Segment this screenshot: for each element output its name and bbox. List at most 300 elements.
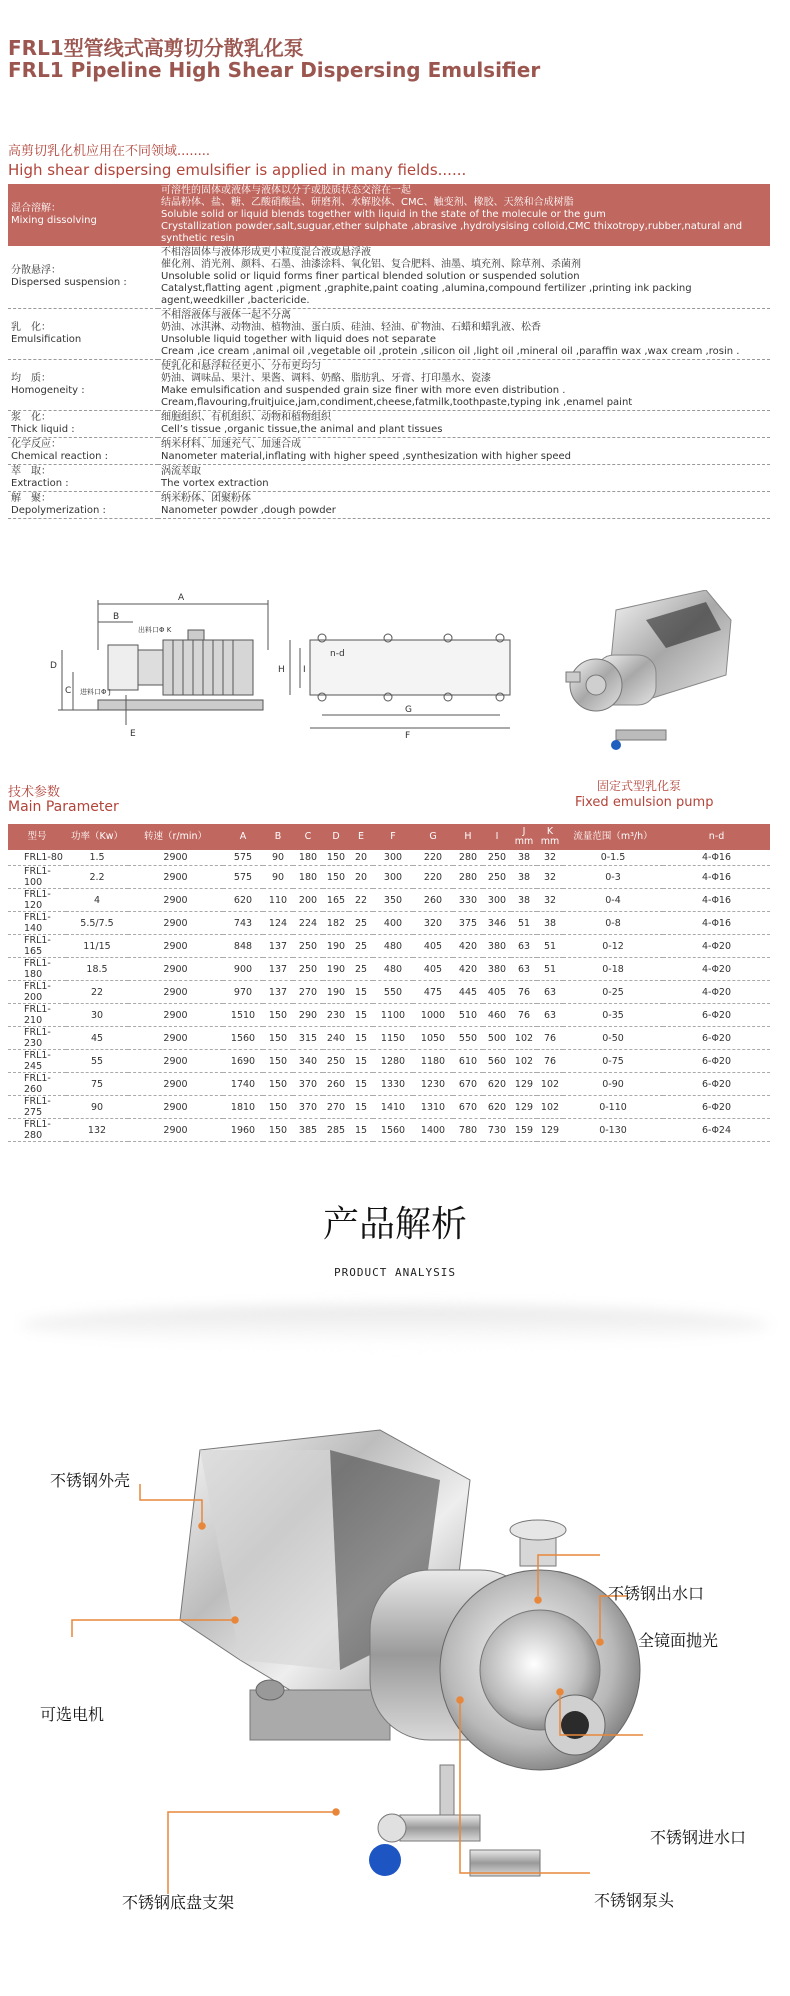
param-cell: 2900 [128, 866, 223, 889]
param-cell: 4-Φ16 [663, 866, 770, 889]
application-label [8, 411, 158, 438]
param-cell: 340 [293, 1050, 323, 1073]
application-description-line: Catalyst,flatting agent ,pigment ,graphite,paint coating ,alumina,compound fertilizer ,printing ink packing [161, 283, 692, 294]
param-cell: 730 [483, 1119, 511, 1142]
param-cell: 1810 [223, 1096, 263, 1119]
dim-c-label: C [65, 686, 72, 696]
param-cell: 90 [263, 866, 293, 889]
param-cell: 6-Φ20 [663, 1004, 770, 1027]
param-cell: 220 [413, 850, 453, 866]
param-cell: 90 [66, 1096, 128, 1119]
param-cell: 18.5 [66, 958, 128, 981]
page-title-en: FRL1 Pipeline High Shear Dispersing Emulsifier [8, 58, 541, 82]
application-row [8, 438, 770, 465]
parameters-heading-en: Main Parameter [8, 799, 119, 815]
param-cell: 1330 [373, 1073, 413, 1096]
application-description-line: Cream,flavouring,fruitjuice,jam,condiment,cheese,fatmilk,toothpaste,typing ink ,enamel paint [161, 397, 633, 408]
param-cell: FRL1-275 [8, 1096, 66, 1119]
application-row [8, 492, 770, 519]
param-cell: 320 [413, 912, 453, 935]
callout-head: 不锈钢泵头 [594, 1891, 675, 1910]
application-description-line: The vortex extraction [161, 478, 269, 489]
param-cell: 300 [373, 866, 413, 889]
param-cell: 102 [537, 1096, 563, 1119]
param-cell: 76 [537, 1027, 563, 1050]
application-description [158, 438, 770, 465]
param-cell: 4 [66, 889, 128, 912]
callout-housing: 不锈钢外壳 [50, 1471, 131, 1490]
param-cell: 4-Φ16 [663, 912, 770, 935]
param-cell: 110 [263, 889, 293, 912]
param-cell: FRL1-260 [8, 1073, 66, 1096]
param-cell: 380 [483, 935, 511, 958]
param-cell: 190 [323, 935, 349, 958]
param-cell: 250 [483, 850, 511, 866]
application-description-line: 催化剂、消光剂、颜料、石墨、油漆涂料、氧化铝、复合肥料、油墨、填充剂、除草剂、杀菌剂 [161, 259, 581, 270]
param-cell: 1180 [413, 1050, 453, 1073]
param-cell: 375 [453, 912, 483, 935]
application-label-en: Mixing dissolving [11, 215, 97, 226]
param-row [8, 1050, 770, 1073]
param-cell: 300 [483, 889, 511, 912]
param-cell: 2.2 [66, 866, 128, 889]
param-cell: 0-25 [563, 981, 663, 1004]
param-row [8, 1096, 770, 1119]
param-cell: 4-Φ20 [663, 958, 770, 981]
param-cell: 190 [323, 958, 349, 981]
param-cell: 2900 [128, 981, 223, 1004]
param-cell: 224 [293, 912, 323, 935]
application-description-line: Unsoluble liquid together with liquid does not separate [161, 334, 436, 345]
param-cell: 165 [323, 889, 349, 912]
param-cell: 4-Φ16 [663, 850, 770, 866]
param-cell: 610 [453, 1050, 483, 1073]
application-description-line: Cream ,ice cream ,animal oil ,vegetable oil ,protein ,silicon oil ,light oil ,mineral oil ,paraffin wax ,wax cream ,rosin . [161, 346, 740, 357]
param-cell: 2900 [128, 1096, 223, 1119]
param-cell: 150 [263, 1027, 293, 1050]
dim-h-label: H [278, 665, 285, 675]
application-label [8, 184, 158, 246]
param-cell: 510 [453, 1004, 483, 1027]
application-description-line: Unsoluble solid or liquid forms finer partical blended solution or suspended solution [161, 271, 580, 282]
param-cell: FRL1-80 [8, 850, 66, 866]
param-column-header: F [373, 824, 413, 850]
param-cell: 2900 [128, 1073, 223, 1096]
param-cell: 180 [293, 850, 323, 866]
param-cell: 420 [453, 935, 483, 958]
technical-drawings [8, 590, 770, 795]
application-label-cn: 均 质： [11, 373, 51, 384]
param-cell: 76 [537, 1050, 563, 1073]
param-cell: 38 [511, 850, 537, 866]
param-cell: 1280 [373, 1050, 413, 1073]
param-cell: FRL1-100 [8, 866, 66, 889]
param-cell: 0-1.5 [563, 850, 663, 866]
param-cell: 38 [511, 866, 537, 889]
param-cell: 1960 [223, 1119, 263, 1142]
param-cell: 385 [293, 1119, 323, 1142]
param-cell: 15 [349, 1073, 373, 1096]
param-cell: 0-130 [563, 1119, 663, 1142]
param-row [8, 889, 770, 912]
param-cell: 0-35 [563, 1004, 663, 1027]
param-cell: 420 [453, 958, 483, 981]
application-label [8, 309, 158, 360]
param-column-header: 功率（Kw） [66, 824, 128, 850]
param-cell: 137 [263, 958, 293, 981]
param-cell: FRL1-230 [8, 1027, 66, 1050]
param-cell: 270 [293, 981, 323, 1004]
param-cell: 743 [223, 912, 263, 935]
analysis-title: 产品解析 [322, 1204, 467, 1245]
application-description-line: agent,weedkiller ,bactericide. [161, 295, 310, 306]
parameters-table [8, 824, 770, 1142]
param-cell: 620 [223, 889, 263, 912]
param-cell: 30 [66, 1004, 128, 1027]
dim-g-label: G [405, 705, 412, 715]
param-cell: 38 [537, 912, 563, 935]
param-cell: 575 [223, 850, 263, 866]
param-cell: 150 [263, 1119, 293, 1142]
application-row [8, 411, 770, 438]
param-cell: 780 [453, 1119, 483, 1142]
applications-heading-cn: 高剪切乳化机应用在不同领域........ [8, 144, 211, 159]
param-cell: 4-Φ16 [663, 889, 770, 912]
param-cell: 620 [483, 1073, 511, 1096]
param-cell: 22 [66, 981, 128, 1004]
param-cell: 11/15 [66, 935, 128, 958]
inlet-label: 进料口Φ J [80, 688, 111, 696]
param-cell: 1310 [413, 1096, 453, 1119]
application-description-line: 奶油、冰淇淋、动物油、植物油、蛋白质、硅油、轻油、矿物油、石蜡和蜡乳液、松香 [161, 322, 541, 333]
param-cell: 0-50 [563, 1027, 663, 1050]
param-cell: 330 [453, 889, 483, 912]
param-row [8, 850, 770, 866]
param-cell: 15 [349, 1050, 373, 1073]
application-label-en: Thick liquid : [11, 424, 75, 435]
param-cell: 405 [413, 958, 453, 981]
param-cell: 460 [483, 1004, 511, 1027]
application-description-line: Cell’s tissue ,organic tissue,the animal and plant tissues [161, 424, 443, 435]
param-cell: 848 [223, 935, 263, 958]
application-label-cn: 解 聚： [11, 493, 51, 504]
param-cell: 250 [293, 935, 323, 958]
application-label [8, 246, 158, 309]
param-cell: 129 [511, 1096, 537, 1119]
param-cell: 55 [66, 1050, 128, 1073]
param-cell: 1400 [413, 1119, 453, 1142]
param-cell: 38 [511, 889, 537, 912]
application-description-line: 使乳化和悬浮粒径更小、分布更均匀 [161, 361, 321, 372]
param-cell: 315 [293, 1027, 323, 1050]
param-cell: 32 [537, 866, 563, 889]
application-description-line: synthetic resin [161, 233, 235, 244]
param-cell: 400 [373, 912, 413, 935]
application-row [8, 184, 770, 246]
param-cell: 2900 [128, 1119, 223, 1142]
param-cell: 124 [263, 912, 293, 935]
param-cell: 25 [349, 912, 373, 935]
application-description [158, 246, 770, 309]
param-cell: 2900 [128, 912, 223, 935]
param-column-header: 转速（r/min） [128, 824, 223, 850]
param-cell: 15 [349, 1096, 373, 1119]
param-cell: 51 [537, 958, 563, 981]
application-description [158, 360, 770, 411]
nd-label: n-d [330, 649, 345, 659]
application-row [8, 246, 770, 309]
application-description [158, 411, 770, 438]
param-cell: 182 [323, 912, 349, 935]
analysis-subtitle: PRODUCT ANALYSIS [334, 1266, 456, 1279]
param-cell: 0-75 [563, 1050, 663, 1073]
param-cell: 51 [511, 912, 537, 935]
param-cell: 260 [323, 1073, 349, 1096]
application-label-en: Extraction : [11, 478, 69, 489]
param-column-header: E [349, 824, 373, 850]
param-cell: 1510 [223, 1004, 263, 1027]
application-label-en: Chemical reaction : [11, 451, 108, 462]
param-cell: 370 [293, 1073, 323, 1096]
application-description-line: 涡流萃取 [161, 466, 201, 477]
param-cell: 270 [323, 1096, 349, 1119]
param-cell: 1000 [413, 1004, 453, 1027]
dim-a-label: A [178, 593, 185, 603]
param-cell: 280 [453, 866, 483, 889]
application-label-cn: 乳 化： [11, 322, 51, 333]
param-column-header: J mm [511, 824, 537, 850]
param-cell: 76 [511, 1004, 537, 1027]
param-cell: 230 [323, 1004, 349, 1027]
applications-heading-en: High shear dispersing emulsifier is applied in many fields...... [8, 161, 467, 179]
param-cell: 150 [323, 866, 349, 889]
param-cell: 6-Φ24 [663, 1119, 770, 1142]
param-cell: 370 [293, 1096, 323, 1119]
application-label [8, 465, 158, 492]
fixed-pump-caption-cn: 固定式型乳化泵 [597, 779, 682, 793]
param-cell: 0-8 [563, 912, 663, 935]
application-description-line: 可溶性的固体或液体与液体以分子或胶质状态交溶在一起 [161, 185, 411, 196]
fixed-pump-caption-en: Fixed emulsion pump [575, 795, 714, 810]
application-description-line: 细胞组织、有机组织、动物和植物组织 [161, 412, 331, 423]
param-cell: 0-110 [563, 1096, 663, 1119]
param-cell: 0-12 [563, 935, 663, 958]
param-cell: 405 [483, 981, 511, 1004]
param-cell: 290 [293, 1004, 323, 1027]
param-cell: 250 [293, 958, 323, 981]
param-cell: 5.5/7.5 [66, 912, 128, 935]
application-label-en: Emulsification [11, 334, 82, 345]
param-cell: 32 [537, 850, 563, 866]
param-cell: 102 [511, 1027, 537, 1050]
param-cell: 2900 [128, 1050, 223, 1073]
callout-inlet: 不锈钢进水口 [650, 1828, 747, 1847]
param-cell: 137 [263, 935, 293, 958]
param-column-header: B [263, 824, 293, 850]
side-view-drawing [38, 590, 288, 780]
param-cell: 25 [349, 935, 373, 958]
param-cell: 620 [483, 1096, 511, 1119]
param-cell: 1560 [373, 1119, 413, 1142]
param-cell: 550 [373, 981, 413, 1004]
param-cell: 200 [293, 889, 323, 912]
application-description [158, 309, 770, 360]
param-cell: 63 [511, 935, 537, 958]
param-row [8, 866, 770, 889]
param-cell: 63 [511, 958, 537, 981]
param-cell: 25 [349, 958, 373, 981]
application-label-cn: 混合溶解： [11, 203, 61, 214]
param-cell: 4-Φ20 [663, 935, 770, 958]
callout-motor: 可选电机 [40, 1705, 105, 1724]
application-label-cn: 萃 取： [11, 466, 51, 477]
param-cell: 475 [413, 981, 453, 1004]
application-description [158, 492, 770, 519]
param-cell: 6-Φ20 [663, 1027, 770, 1050]
param-cell: 15 [349, 981, 373, 1004]
param-row [8, 958, 770, 981]
param-cell: 2900 [128, 1004, 223, 1027]
param-cell: 285 [323, 1119, 349, 1142]
param-column-header: H [453, 824, 483, 850]
application-description-line: 不相溶液体与液体一起不分离 [161, 310, 291, 321]
dim-f-label: F [405, 731, 411, 741]
param-cell: 132 [66, 1119, 128, 1142]
dim-e-label: E [130, 729, 136, 739]
param-cell: 15 [349, 1027, 373, 1050]
param-cell: 2900 [128, 935, 223, 958]
application-label [8, 492, 158, 519]
application-label-en: Depolymerization : [11, 505, 106, 516]
param-cell: 380 [483, 958, 511, 981]
application-description-line: 纳米粉体、团聚粉体 [161, 493, 251, 504]
application-label-cn: 浆 化： [11, 412, 51, 423]
param-cell: 2900 [128, 1027, 223, 1050]
param-cell: 0-4 [563, 889, 663, 912]
application-label-en: Dispersed suspension : [11, 277, 127, 288]
application-description-line: Make emulsification and suspended grain size finer with more even distribution . [161, 385, 566, 396]
param-cell: 220 [413, 866, 453, 889]
param-cell: 51 [537, 935, 563, 958]
param-column-header: D [323, 824, 349, 850]
param-cell: 250 [323, 1050, 349, 1073]
param-column-header: n-d [663, 824, 770, 850]
param-cell: 20 [349, 850, 373, 866]
application-label [8, 360, 158, 411]
param-row [8, 981, 770, 1004]
application-label-cn: 化学反应： [11, 439, 61, 450]
param-cell: 22 [349, 889, 373, 912]
pump-photo-small [556, 590, 746, 765]
param-cell: 129 [511, 1073, 537, 1096]
param-cell: 190 [323, 981, 349, 1004]
param-column-header: G [413, 824, 453, 850]
param-cell: 150 [263, 1004, 293, 1027]
param-cell: 6-Φ20 [663, 1096, 770, 1119]
param-column-header: C [293, 824, 323, 850]
param-cell: 2900 [128, 889, 223, 912]
param-cell: 75 [66, 1073, 128, 1096]
application-description-line: Nanometer powder ,dough powder [161, 505, 336, 516]
param-row [8, 912, 770, 935]
outlet-label: 出料口Φ K [138, 626, 172, 634]
application-description-line: Crystallization powder,salt,suguar,ether sulphate ,abrasive ,hydrolysising colloid,CMC thixotropy,rubber,natural and [161, 221, 743, 232]
param-column-header: 流量范围（m³/h） [563, 824, 663, 850]
application-description-line: 纳米材料、加速充气、加速合成 [161, 439, 301, 450]
application-label [8, 438, 158, 465]
param-cell: 102 [537, 1073, 563, 1096]
param-cell: 150 [263, 1050, 293, 1073]
param-row [8, 1073, 770, 1096]
page-title-cn: FRL1型管线式高剪切分散乳化泵 [8, 36, 304, 60]
param-cell: FRL1-165 [8, 935, 66, 958]
param-cell: 129 [537, 1119, 563, 1142]
application-row [8, 309, 770, 360]
param-cell: 1100 [373, 1004, 413, 1027]
param-cell: 4-Φ20 [663, 981, 770, 1004]
param-cell: 500 [483, 1027, 511, 1050]
application-row [8, 360, 770, 411]
application-description-line: 不相溶固体与液体形成更小粒度混合液或悬浮液 [161, 247, 371, 258]
param-cell: 76 [511, 981, 537, 1004]
valve-shape [369, 1765, 540, 1876]
param-cell: 159 [511, 1119, 537, 1142]
param-cell: 63 [537, 1004, 563, 1027]
param-cell: 260 [413, 889, 453, 912]
application-description-line: Nanometer material,inflating with higher speed ,synthesization with higher speed [161, 451, 571, 462]
application-row [8, 465, 770, 492]
param-cell: 150 [323, 850, 349, 866]
param-cell: 6-Φ20 [663, 1050, 770, 1073]
param-cell: 0-90 [563, 1073, 663, 1096]
param-cell: 63 [537, 981, 563, 1004]
param-cell: 45 [66, 1027, 128, 1050]
param-cell: 550 [453, 1027, 483, 1050]
param-cell: 900 [223, 958, 263, 981]
application-label-cn: 分散悬浮： [11, 265, 61, 276]
application-description-line: Soluble solid or liquid blends together with liquid in the state of the molecule or the gum [161, 209, 606, 220]
param-cell: FRL1-140 [8, 912, 66, 935]
base-plan-drawing [270, 610, 530, 770]
param-row [8, 1027, 770, 1050]
param-cell: 560 [483, 1050, 511, 1073]
param-column-header: I [483, 824, 511, 850]
application-description [158, 465, 770, 492]
callout-outlet: 不锈钢出水口 [608, 1584, 705, 1603]
param-cell: FRL1-200 [8, 981, 66, 1004]
param-cell: 1690 [223, 1050, 263, 1073]
param-column-header: 型号 [8, 824, 66, 850]
param-cell: 1410 [373, 1096, 413, 1119]
param-cell: 670 [453, 1096, 483, 1119]
param-row [8, 1119, 770, 1142]
param-cell: 670 [453, 1073, 483, 1096]
param-cell: 150 [263, 1073, 293, 1096]
param-row [8, 1004, 770, 1027]
param-cell: 2900 [128, 958, 223, 981]
param-column-header: K mm [537, 824, 563, 850]
param-cell: 300 [373, 850, 413, 866]
param-cell: 1740 [223, 1073, 263, 1096]
param-cell: FRL1-180 [8, 958, 66, 981]
application-description-line: 奶油、调味品、果汁、果酱、调料、奶酪、脂肪乳、牙膏、打印墨水、瓷漆 [161, 373, 491, 384]
param-cell: 1.5 [66, 850, 128, 866]
param-column-header: A [223, 824, 263, 850]
param-cell: 970 [223, 981, 263, 1004]
param-cell: 1560 [223, 1027, 263, 1050]
param-cell: 480 [373, 935, 413, 958]
param-cell: 575 [223, 866, 263, 889]
